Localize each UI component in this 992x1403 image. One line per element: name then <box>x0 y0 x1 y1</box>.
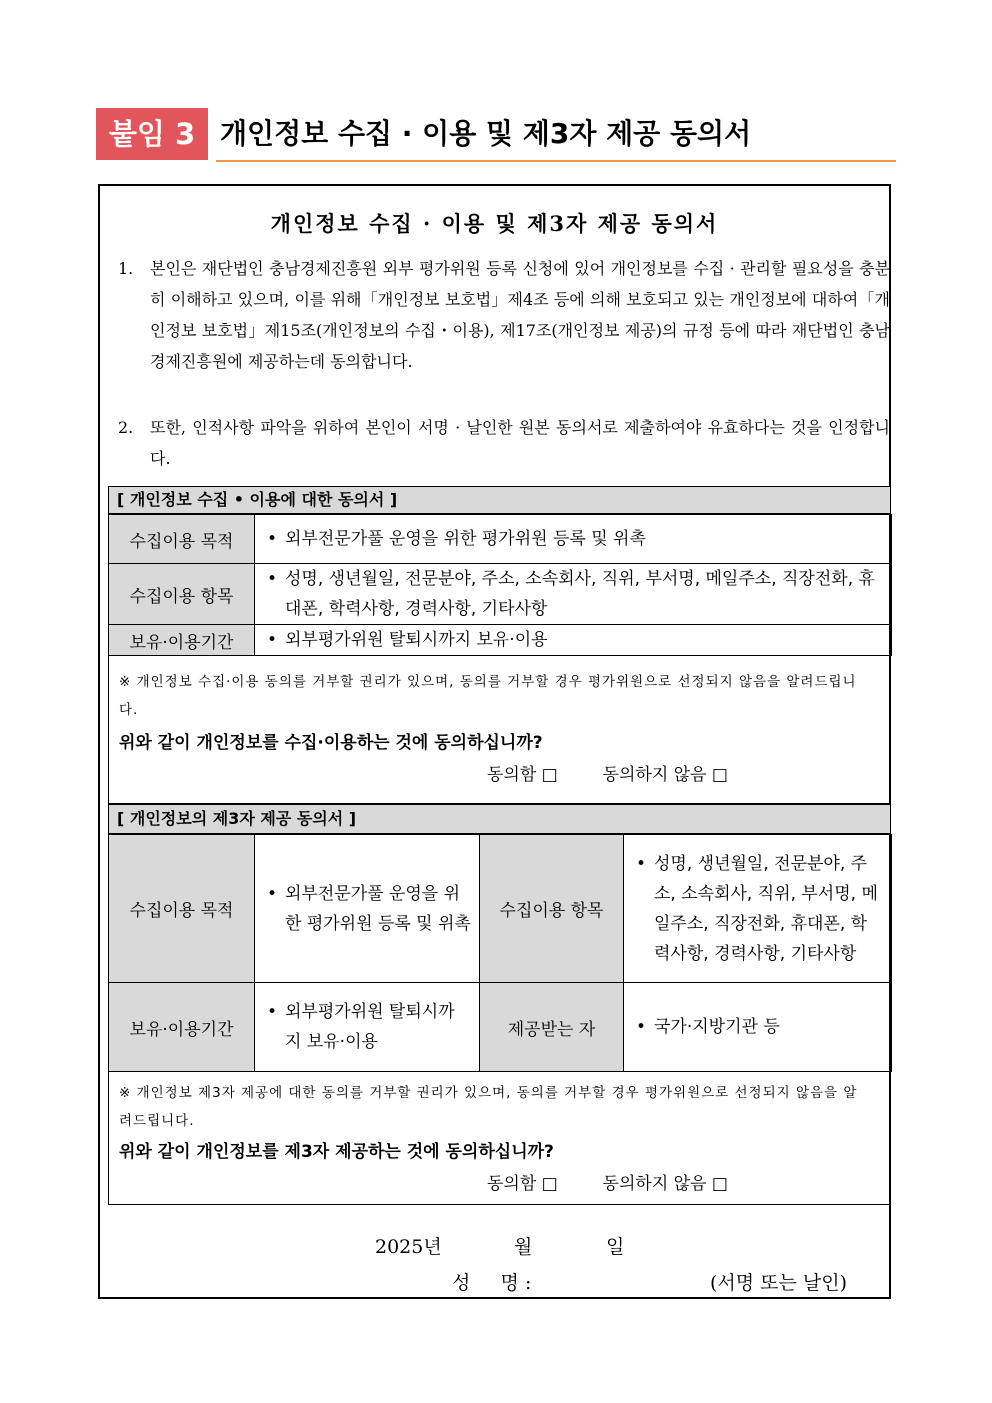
section1-heading: [ 개인정보 수집 • 이용에 대한 동의서 ] <box>108 486 891 514</box>
disagree-checkbox[interactable]: 동의하지 않음 □ <box>602 1174 728 1194</box>
row-label: 보유·이용기간 <box>109 983 255 1072</box>
row-label: 수집이용 항목 <box>480 835 624 983</box>
section2-notice-box <box>108 1071 891 1205</box>
form-title: 개인정보 수집 · 이용 및 제3자 제공 동의서 <box>270 211 719 236</box>
paragraph-number: 1. <box>118 259 134 278</box>
row-label: 제공받는 자 <box>480 983 624 1072</box>
section2-heading: [ 개인정보의 제3자 제공 동의서 ] <box>108 804 891 834</box>
section2-table <box>108 834 892 1072</box>
row-value: • 외부평가위원 탈퇴시까지 보유·이용 <box>255 625 892 656</box>
section1-notice: ※ 개인정보 수집·이용 동의를 거부할 권리가 있으며, 동의를 거부할 경우 평가위원으로 선정되지 않음을 알려드립니다. <box>119 674 857 718</box>
section1-question: 위와 같이 개인정보를 수집·이용하는 것에 동의하십니까? <box>119 733 543 753</box>
row-value: • 외부전문가풀 운영을 위한 평가위원 등록 및 위촉 <box>255 835 480 983</box>
table-row <box>109 515 892 564</box>
agree-checkbox[interactable]: 동의함 □ <box>487 765 558 785</box>
row-value: • 외부전문가풀 운영을 위한 평가위원 등록 및 위촉 <box>255 515 892 564</box>
paragraph-text: 또한, 인적사항 파악을 위하여 본인이 서명 · 날인한 원본 동의서로 제출하여야 유효하다는 것을 인정합니다. <box>150 418 890 468</box>
row-label: 수집이용 목적 <box>109 515 255 564</box>
disagree-checkbox[interactable]: 동의하지 않음 □ <box>602 765 728 785</box>
table-row <box>109 625 892 656</box>
section1-notice-box <box>108 654 891 804</box>
table-row <box>109 983 892 1072</box>
row-value: • 국가·지방기관 등 <box>624 983 892 1072</box>
date-year: 2025년 <box>375 1236 442 1258</box>
section2-answer <box>487 1169 728 1194</box>
name-label: 성 명 : <box>452 1272 532 1294</box>
paragraph-1 <box>118 253 890 377</box>
section1-table <box>108 514 892 656</box>
attachment-title: 개인정보 수집 · 이용 및 제3자 제공 동의서 <box>220 117 752 150</box>
paragraph-text: 본인은 재단법인 충남경제진흥원 외부 평가위원 등록 신청에 있어 개인정보를 수집 · 관리할 필요성을 충분히 이해하고 있으며, 이를 위해「개인정보 보호법」제4조 등에 의해 보호되고 있는 개인정보에 대하여「개인정보 보호법」제15조(개인정보의 수집・이용), 제17조(개인정보 제공)의 규정 등에 따라 재단법인 충남경제진흥원에 제공하는데 동의합니다. <box>150 259 890 371</box>
paragraph-number: 2. <box>118 418 134 437</box>
row-label: 수집이용 목적 <box>109 835 255 983</box>
date-day: 일 <box>606 1236 625 1258</box>
date-month: 월 <box>514 1236 533 1258</box>
row-label: 보유·이용기간 <box>109 625 255 656</box>
row-value: • 성명, 생년월일, 전문분야, 주소, 소속회사, 직위, 부서명, 메일주소, 직장전화, 휴대폰, 학력사항, 경력사항, 기타사항 <box>624 835 892 983</box>
consent-form <box>98 184 891 1299</box>
section2-notice: ※ 개인정보 제3자 제공에 대한 동의를 거부할 권리가 있으며, 동의를 거부할 경우 평가위원으로 선정되지 않음을 알려드립니다. <box>119 1085 858 1129</box>
attachment-badge: 붙임 3 <box>96 108 208 160</box>
row-label: 수집이용 항목 <box>109 564 255 625</box>
section1-answer <box>487 760 728 785</box>
table-row <box>109 564 892 625</box>
signature-hint[interactable]: (서명 또는 날인) <box>710 1272 848 1294</box>
header-underline <box>216 160 896 162</box>
table-row <box>109 835 892 983</box>
row-value: • 성명, 생년월일, 전문분야, 주소, 소속회사, 직위, 부서명, 메일주소, 직장전화, 휴대폰, 학력사항, 경력사항, 기타사항 <box>255 564 892 625</box>
attachment-header <box>96 108 896 162</box>
section2-question: 위와 같이 개인정보를 제3자 제공하는 것에 동의하십니까? <box>119 1142 554 1162</box>
agree-checkbox[interactable]: 동의함 □ <box>487 1174 558 1194</box>
paragraph-2 <box>118 412 890 474</box>
row-value: • 외부평가위원 탈퇴시까지 보유·이용 <box>255 983 480 1072</box>
